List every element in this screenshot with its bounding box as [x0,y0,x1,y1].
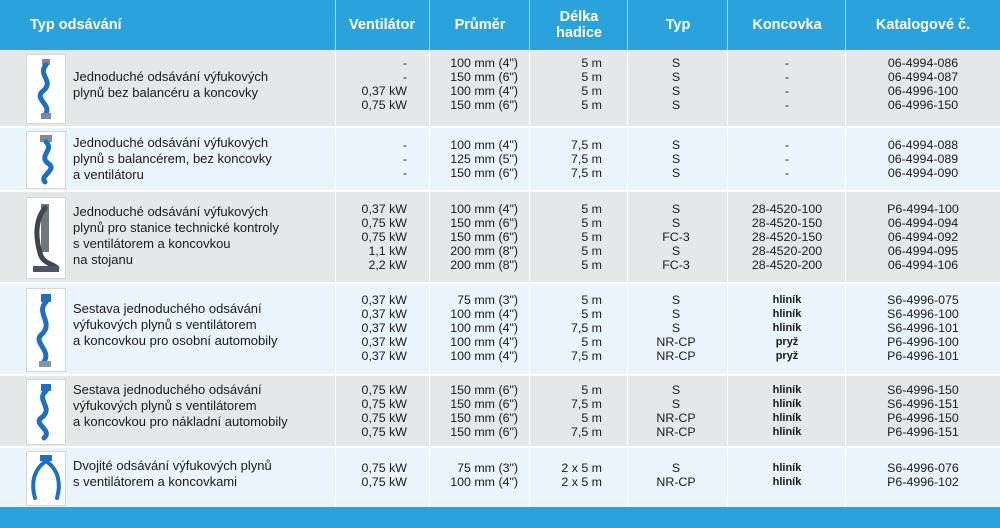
header-catalog: Katalogové č. [875,17,971,33]
cell-value: 06-4994-095 [887,244,959,258]
cell-value: 2 x 5 m [561,461,602,475]
cell-value: 100 mm (4") [450,321,518,335]
cell-value: hliník [772,462,802,474]
length-values [530,138,602,180]
header-divider [335,0,336,50]
cell-value: 150 mm (6") [450,70,518,84]
cell-value: - [784,138,790,152]
nozzle-values [728,56,846,112]
cell-value: S [671,216,681,230]
row-description: Sestava jednoduchého odsávání výfukových plynů s ventilátorem a koncovkou pro nákladní automobily [73,382,288,429]
cell-value: hliník [772,308,802,320]
table-header [0,0,1000,50]
header-diameter: Průměr [454,17,506,33]
header-divider [429,0,430,50]
row-description: Jednoduché odsávání výfukových plynů bez balancéru a koncovky [73,69,269,100]
cell-value: 100 mm (4") [450,475,518,489]
cell-value: 0,75 kW [361,216,407,230]
cell-value: 7,5 m [571,349,602,363]
cell-value: 0,37 kW [361,321,407,335]
cell-value: 0,37 kW [361,202,407,216]
cell-value: 5 m [581,56,602,70]
cell-value: P6-4996-151 [887,425,959,439]
diameter-values [430,202,518,272]
cell-value: 150 mm (6") [450,411,518,425]
header-divider [627,0,628,50]
cell-value: S [671,293,681,307]
cell-value: S6-4996-076 [887,461,959,475]
cell-value: 5 m [581,216,602,230]
cell-value: hliník [772,398,802,410]
cell-value: S [671,202,681,216]
cell-value: 0,37 kW [361,307,407,321]
cell-value: 06-4996-100 [887,84,959,98]
blue-exhaust-hose-nozzle-icon [26,288,66,372]
cell-value: 0,75 kW [361,475,407,489]
cell-value: 5 m [581,230,602,244]
cell-value: S [671,84,681,98]
cell-value: S [671,461,681,475]
cell-value: hliník [772,384,802,396]
length-values [530,56,602,112]
cell-value: NR-CP [656,335,696,349]
cell-value: 5 m [581,70,602,84]
nozzle-values [728,138,846,180]
header-nozzle: Koncovka [752,17,822,33]
cell-value: NR-CP [656,411,696,425]
cell-value: - [784,152,790,166]
cell-value: 150 mm (6") [450,230,518,244]
cell-value: 150 mm (6") [450,216,518,230]
cell-value: S6-4996-075 [887,293,959,307]
diameter-values [430,383,518,439]
table-row [0,128,1000,190]
cell-value: 28-4520-200 [751,244,823,258]
cell-value: P6-4996-102 [887,475,959,489]
cell-value: 100 mm (4") [450,335,518,349]
cell-value: 06-4994-106 [887,258,959,272]
kind-values [626,56,726,112]
cell-value: 06-4994-090 [887,166,959,180]
cell-value: 28-4520-150 [751,216,823,230]
cell-value: 0,75 kW [361,98,407,112]
header-divider [727,0,728,50]
cell-value: hliník [772,476,802,488]
cell-value: 5 m [581,84,602,98]
cell-value: - [784,56,790,70]
cell-value: 0,37 kW [361,84,407,98]
cell-value: NR-CP [656,349,696,363]
cell-value: S6-4996-151 [887,397,959,411]
cell-value: 5 m [581,293,602,307]
cell-value: S [671,98,681,112]
cell-value: 2,2 kW [368,258,407,272]
cell-value: 200 mm (8") [450,258,518,272]
cell-value: 5 m [581,335,602,349]
nozzle-values [728,293,846,363]
cell-value: 0,75 kW [361,397,407,411]
cell-value: 06-4994-088 [887,138,959,152]
cell-value: 150 mm (6") [450,98,518,112]
cell-value: 0,37 kW [361,335,407,349]
cell-value: 150 mm (6") [450,397,518,411]
catalog-values [848,461,998,489]
diameter-values [430,461,518,489]
cell-value: 75 mm (3") [457,461,518,475]
cell-value: 5 m [581,258,602,272]
cell-value: - [784,70,790,84]
cell-value: 28-4520-100 [751,202,823,216]
table-row [0,192,1000,282]
cell-value: S6-4996-150 [887,383,959,397]
cell-value: S [671,397,681,411]
cell-value: 0,75 kW [361,425,407,439]
cell-value: 1,1 kW [368,244,407,258]
nozzle-values [728,461,846,489]
cell-value: P6-4996-150 [887,411,959,425]
cell-value: 7,5 m [571,166,602,180]
cell-value: 28-4520-200 [751,258,823,272]
cell-value: pryž [775,350,799,362]
cell-value: - [402,166,407,180]
cell-value: S [671,56,681,70]
fan-values [335,56,407,112]
cell-value: 125 mm (5") [450,152,518,166]
blue-exhaust-hose-truck-icon [26,379,66,445]
cell-value: hliník [772,294,802,306]
cell-value: 100 mm (4") [450,349,518,363]
kind-values [626,461,726,489]
cell-value: NR-CP [656,425,696,439]
kind-values [626,138,726,180]
cell-value: 100 mm (4") [450,307,518,321]
length-values [530,202,602,272]
cell-value: 0,75 kW [361,383,407,397]
cell-value: 100 mm (4") [450,56,518,70]
cell-value: 5 m [581,383,602,397]
table-row [0,50,1000,126]
cell-value: - [784,166,790,180]
catalog-values [848,138,998,180]
cell-value: S [671,321,681,335]
column-divider [845,50,846,507]
cell-value: P6-4996-100 [887,335,959,349]
cell-value: 0,75 kW [361,230,407,244]
cell-value: NR-CP [656,475,696,489]
cell-value: hliník [772,322,802,334]
diameter-values [430,293,518,363]
cell-value: S6-4996-100 [887,307,959,321]
header-divider [529,0,530,50]
cell-value: 06-4996-150 [887,98,959,112]
column-divider [335,50,336,507]
cell-value: 5 m [581,202,602,216]
cell-value: S [671,307,681,321]
column-divider [627,50,628,507]
cell-value: 7,5 m [571,138,602,152]
cell-value: - [402,70,407,84]
row-description: Jednoduché odsávání výfukových plynů s balancérem, bez koncovky a ventilátoru [73,135,272,182]
table-footer [0,507,1000,528]
blue-exhaust-hose-balancer-icon [26,131,66,189]
table-row [0,284,1000,374]
cell-value: 28-4520-150 [751,230,823,244]
column-divider [529,50,530,507]
cell-value: 100 mm (4") [450,84,518,98]
header-type: Typ odsávání [30,17,122,33]
cell-value: 7,5 m [571,397,602,411]
catalog-values [848,202,998,272]
cell-value: S [671,166,681,180]
cell-value: S [671,383,681,397]
table-row [0,376,1000,446]
row-description: Sestava jednoduchého odsávání výfukových plynů s ventilátorem a koncovkou pro osobní automobily [73,301,278,348]
cell-value: - [402,56,407,70]
cell-value: 5 m [581,307,602,321]
cell-value: FC-3 [662,230,690,244]
fan-values [335,138,407,180]
diameter-values [430,138,518,180]
cell-value: 0,75 kW [361,461,407,475]
cell-value: 06-4994-094 [887,216,959,230]
cell-value: 100 mm (4") [450,202,518,216]
cell-value: 06-4994-086 [887,56,959,70]
fan-values [335,293,407,363]
double-exhaust-hose-icon [26,451,66,506]
cell-value: 06-4994-087 [887,70,959,84]
cell-value: 7,5 m [571,152,602,166]
cell-value: 75 mm (3") [457,293,518,307]
cell-value: 2 x 5 m [561,475,602,489]
cell-value: 06-4994-092 [887,230,959,244]
header-divider [845,0,846,50]
catalog-values [848,293,998,363]
cell-value: 5 m [581,411,602,425]
cell-value: 150 mm (6") [450,425,518,439]
header-length: Délka hadice [556,9,602,41]
header-fan: Ventilátor [348,17,416,33]
cell-value: pryž [775,336,799,348]
cell-value: - [784,84,790,98]
cell-value: 100 mm (4") [450,138,518,152]
diameter-values [430,56,518,112]
row-description: Dvojité odsávání výfukových plynů s ventilátorem a koncovkami [73,458,272,489]
exhaust-hose-stand-icon [26,197,66,279]
cell-value: S [671,138,681,152]
fan-values [335,383,407,439]
fan-values [335,202,407,272]
blue-exhaust-hose-icon [26,54,66,124]
length-values [530,293,602,363]
column-divider [429,50,430,507]
catalog-values [848,383,998,439]
cell-value: 7,5 m [571,321,602,335]
nozzle-values [728,202,846,272]
cell-value: - [402,138,407,152]
kind-values [626,293,726,363]
cell-value: 06-4994-089 [887,152,959,166]
cell-value: P6-4994-100 [887,202,959,216]
cell-value: S [671,244,681,258]
cell-value: 7,5 m [571,425,602,439]
cell-value: 200 mm (8") [450,244,518,258]
cell-value: hliník [772,426,802,438]
cell-value: 0,75 kW [361,411,407,425]
cell-value: 150 mm (6") [450,383,518,397]
nozzle-values [728,383,846,439]
column-divider [727,50,728,507]
cell-value: 0,37 kW [361,349,407,363]
cell-value: S [671,152,681,166]
cell-value: hliník [772,412,802,424]
length-values [530,383,602,439]
catalog-values [848,56,998,112]
cell-value: FC-3 [662,258,690,272]
cell-value: S [671,70,681,84]
cell-value: S6-4996-101 [887,321,959,335]
table-row [0,448,1000,507]
cell-value: 150 mm (6") [450,166,518,180]
cell-value: - [784,98,790,112]
cell-value: P6-4996-101 [887,349,959,363]
cell-value: 0,37 kW [361,293,407,307]
cell-value: - [402,152,407,166]
cell-value: 5 m [581,244,602,258]
cell-value: 5 m [581,98,602,112]
length-values [530,461,602,489]
kind-values [626,383,726,439]
header-kind: Typ [665,17,691,33]
row-description: Jednoduché odsávání výfukových plynů pro stanice technické kontroly s ventilátorem a koncovkou na stojanu [73,204,279,267]
fan-values [335,461,407,489]
kind-values [626,202,726,272]
